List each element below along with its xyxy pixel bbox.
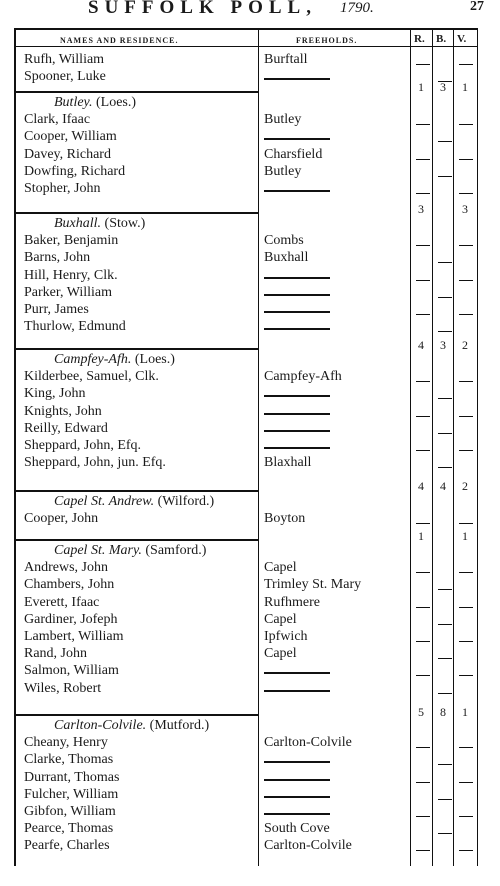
voter-name: Pearfe, Charles bbox=[24, 838, 110, 854]
freehold-dash bbox=[264, 796, 330, 798]
tally-mark bbox=[438, 833, 452, 834]
vote-total-r: 1 bbox=[418, 80, 424, 94]
voter-name: Sheppard, John, Efq. bbox=[24, 438, 142, 453]
freehold-place: Ipfwich bbox=[264, 629, 308, 644]
freehold-dash bbox=[264, 413, 330, 415]
vote-total-v: 3 bbox=[462, 202, 468, 216]
voter-name: Rufh, William bbox=[24, 52, 105, 67]
voter-name: Spooner, Luke bbox=[24, 69, 106, 85]
voter-name: Clark, Ifaac bbox=[24, 112, 91, 128]
freehold-place: Campfey-Afh bbox=[264, 369, 342, 385]
tally-mark bbox=[438, 799, 452, 800]
tally-mark bbox=[459, 782, 473, 783]
section-rule bbox=[14, 714, 258, 716]
tally-mark bbox=[459, 381, 473, 382]
page-title: SUFFOLK POLL, bbox=[88, 0, 317, 18]
voter-name: Hill, Henry, Clk. bbox=[24, 267, 118, 283]
tally-mark bbox=[416, 675, 430, 676]
freehold-dash bbox=[264, 190, 330, 192]
hundred-name: (Stow.) bbox=[104, 216, 146, 231]
tally-mark bbox=[459, 607, 473, 608]
freehold-dash bbox=[264, 430, 330, 432]
tally-mark bbox=[459, 280, 473, 281]
voter-name: Chambers, John bbox=[24, 577, 115, 593]
parish-name: Buxhall. bbox=[54, 216, 102, 231]
section-rule bbox=[14, 490, 258, 492]
freehold-dash bbox=[264, 277, 330, 279]
freehold-dash bbox=[264, 779, 330, 781]
parish-name: Campfey-Afh. bbox=[54, 352, 132, 367]
parish-heading bbox=[54, 718, 209, 734]
section-rule bbox=[14, 91, 258, 93]
vote-total-r: 3 bbox=[418, 202, 424, 216]
tally-mark bbox=[416, 193, 430, 194]
page-number: 27 bbox=[470, 0, 484, 14]
freehold-place: Butley bbox=[264, 112, 302, 128]
voter-name: Salmon, William bbox=[24, 663, 119, 679]
parish-heading bbox=[54, 95, 136, 111]
voter-name: Andrews, John bbox=[24, 560, 108, 576]
voter-name: King, John bbox=[24, 386, 86, 402]
vote-total-r: 4 bbox=[418, 338, 424, 352]
tally-mark bbox=[459, 450, 473, 451]
tally-mark bbox=[416, 245, 430, 246]
hundred-name: (Loes.) bbox=[96, 95, 137, 110]
freehold-place: Capel bbox=[264, 611, 297, 627]
hundred-name: (Loes.) bbox=[134, 352, 175, 367]
r-column-header: R. bbox=[414, 33, 425, 45]
tally-mark bbox=[416, 523, 430, 524]
parish-name: Capel St. Mary. bbox=[54, 543, 142, 558]
freehold-dash bbox=[264, 294, 330, 296]
hundred-name: (Samford.) bbox=[145, 543, 207, 558]
freeholds-column-header: FREEHOLDS. bbox=[296, 36, 358, 45]
tally-mark bbox=[438, 433, 452, 434]
table-left-rule bbox=[14, 28, 16, 866]
parish-name: Capel St. Andrew. bbox=[54, 494, 155, 509]
tally-mark bbox=[416, 782, 430, 783]
section-rule bbox=[14, 348, 258, 350]
voter-name: Lambert, William bbox=[24, 629, 124, 644]
freehold-dash bbox=[264, 761, 330, 763]
header-bottom-rule bbox=[14, 46, 478, 47]
freehold-place: Buxhall bbox=[264, 250, 309, 266]
tally-mark bbox=[416, 816, 430, 817]
freehold-dash bbox=[264, 813, 330, 815]
voter-name: Stopher, John bbox=[24, 181, 101, 196]
vote-total-r: 4 bbox=[418, 479, 424, 493]
vote-total-v: 1 bbox=[462, 705, 468, 719]
names-column-header: NAMES AND RESIDENCE. bbox=[60, 36, 179, 45]
tally-mark bbox=[416, 314, 430, 315]
voter-name: Gibfon, William bbox=[24, 804, 116, 819]
b-column-header: B. bbox=[436, 33, 447, 45]
r-column-divider bbox=[410, 28, 411, 866]
voter-name: Reilly, Edward bbox=[24, 420, 108, 436]
voter-name: Baker, Benjamin bbox=[24, 233, 119, 249]
voter-name: Durrant, Thomas bbox=[24, 769, 120, 785]
freehold-dash bbox=[264, 672, 330, 674]
tally-mark bbox=[416, 416, 430, 417]
voter-name: Barns, John bbox=[24, 250, 91, 266]
tally-mark bbox=[459, 850, 473, 851]
tally-mark bbox=[416, 280, 430, 281]
tally-mark bbox=[416, 572, 430, 573]
hundred-name: (Wilford.) bbox=[157, 494, 215, 509]
tally-mark bbox=[438, 658, 452, 659]
vote-total-v: 1 bbox=[462, 529, 468, 543]
vote-total-b: 4 bbox=[440, 479, 446, 493]
parish-name: Carlton-Colvile. bbox=[54, 718, 147, 733]
tally-mark bbox=[459, 747, 473, 748]
page-year: 1790. bbox=[340, 0, 374, 16]
tally-mark bbox=[459, 124, 473, 125]
tally-mark bbox=[459, 816, 473, 817]
voter-name: Knights, John bbox=[24, 403, 102, 419]
tally-mark bbox=[416, 159, 430, 160]
tally-mark bbox=[459, 245, 473, 246]
freehold-place: Boyton bbox=[264, 511, 306, 527]
tally-mark bbox=[459, 193, 473, 194]
parish-heading bbox=[54, 216, 145, 232]
voter-name: Everett, Ifaac bbox=[24, 594, 100, 610]
voter-name: Rand, John bbox=[24, 646, 87, 662]
voter-name: Kilderbee, Samuel, Clk. bbox=[24, 369, 159, 385]
tally-mark bbox=[438, 467, 452, 468]
voter-name: Thurlow, Edmund bbox=[24, 319, 126, 335]
tally-mark bbox=[459, 675, 473, 676]
tally-mark bbox=[438, 624, 452, 625]
freehold-place: Charsfield bbox=[264, 146, 323, 162]
tally-mark bbox=[459, 572, 473, 573]
v-column-header: V. bbox=[457, 33, 467, 45]
voter-name: Purr, James bbox=[24, 302, 89, 317]
section-rule bbox=[14, 212, 258, 214]
tally-mark bbox=[438, 331, 452, 332]
tally-mark bbox=[438, 262, 452, 263]
freehold-place: Combs bbox=[264, 233, 304, 249]
tally-mark bbox=[438, 589, 452, 590]
parish-heading bbox=[54, 543, 206, 559]
freehold-place: Carlton-Colvile bbox=[264, 838, 352, 854]
freehold-place: Butley bbox=[264, 163, 302, 179]
vote-total-v: 2 bbox=[462, 338, 468, 352]
voter-name: Wiles, Robert bbox=[24, 680, 102, 696]
parish-heading bbox=[54, 494, 214, 510]
freehold-place: Burftall bbox=[264, 52, 308, 67]
freehold-place: Carlton-Colvile bbox=[264, 735, 352, 751]
tally-mark bbox=[416, 850, 430, 851]
vote-total-v: 2 bbox=[462, 479, 468, 493]
freehold-dash bbox=[264, 447, 330, 449]
tally-mark bbox=[438, 176, 452, 177]
header-top-rule bbox=[14, 28, 478, 30]
voter-name: Sheppard, John, jun. Efq. bbox=[24, 455, 166, 471]
section-rule bbox=[14, 539, 258, 541]
voter-name: Fulcher, William bbox=[24, 786, 119, 802]
tally-mark bbox=[438, 297, 452, 298]
freehold-place: Trimley St. Mary bbox=[264, 577, 362, 593]
tally-mark bbox=[416, 641, 430, 642]
voter-name: Dowfing, Richard bbox=[24, 163, 126, 179]
voter-name: Pearce, Thomas bbox=[24, 821, 114, 837]
tally-mark bbox=[416, 450, 430, 451]
vote-total-r: 1 bbox=[418, 529, 424, 543]
freehold-divider bbox=[258, 28, 259, 866]
voter-name: Parker, William bbox=[24, 284, 113, 300]
voter-name: Cooper, William bbox=[24, 129, 117, 145]
voter-name: Cooper, John bbox=[24, 511, 99, 527]
tally-mark bbox=[459, 159, 473, 160]
freehold-place: Capel bbox=[264, 560, 297, 576]
parish-name: Butley. bbox=[54, 95, 93, 110]
b-column-divider bbox=[432, 28, 433, 866]
v-column-divider bbox=[453, 28, 454, 866]
tally-mark bbox=[459, 416, 473, 417]
tally-mark bbox=[438, 141, 452, 142]
table-right-rule bbox=[477, 28, 478, 866]
tally-mark bbox=[459, 641, 473, 642]
freehold-dash bbox=[264, 328, 330, 330]
freehold-dash bbox=[264, 395, 330, 397]
freehold-place: Capel bbox=[264, 646, 297, 662]
tally-mark bbox=[459, 523, 473, 524]
vote-total-b: 8 bbox=[440, 705, 446, 719]
voter-name: Cheany, Henry bbox=[24, 735, 108, 751]
vote-total-v: 1 bbox=[462, 80, 468, 94]
voter-name: Gardiner, Jofeph bbox=[24, 611, 118, 627]
parish-heading bbox=[54, 352, 175, 368]
tally-mark bbox=[416, 607, 430, 608]
tally-mark bbox=[416, 124, 430, 125]
tally-mark bbox=[438, 398, 452, 399]
freehold-place: Blaxhall bbox=[264, 455, 312, 471]
freehold-place: Rufhmere bbox=[264, 594, 320, 610]
hundred-name: (Mutford.) bbox=[149, 718, 210, 733]
vote-total-r: 5 bbox=[418, 705, 424, 719]
freehold-dash bbox=[264, 690, 330, 692]
freehold-dash bbox=[264, 138, 330, 140]
freehold-place: South Cove bbox=[264, 821, 330, 837]
voter-name: Clarke, Thomas bbox=[24, 752, 114, 768]
tally-mark bbox=[416, 747, 430, 748]
vote-total-b: 3 bbox=[440, 80, 446, 94]
tally-mark bbox=[416, 381, 430, 382]
voter-name: Davey, Richard bbox=[24, 146, 111, 162]
tally-mark bbox=[416, 64, 430, 65]
tally-mark bbox=[438, 764, 452, 765]
freehold-dash bbox=[264, 78, 330, 80]
tally-mark bbox=[459, 314, 473, 315]
tally-mark bbox=[459, 64, 473, 65]
vote-total-b: 3 bbox=[440, 338, 446, 352]
tally-mark bbox=[438, 693, 452, 694]
freehold-dash bbox=[264, 311, 330, 313]
